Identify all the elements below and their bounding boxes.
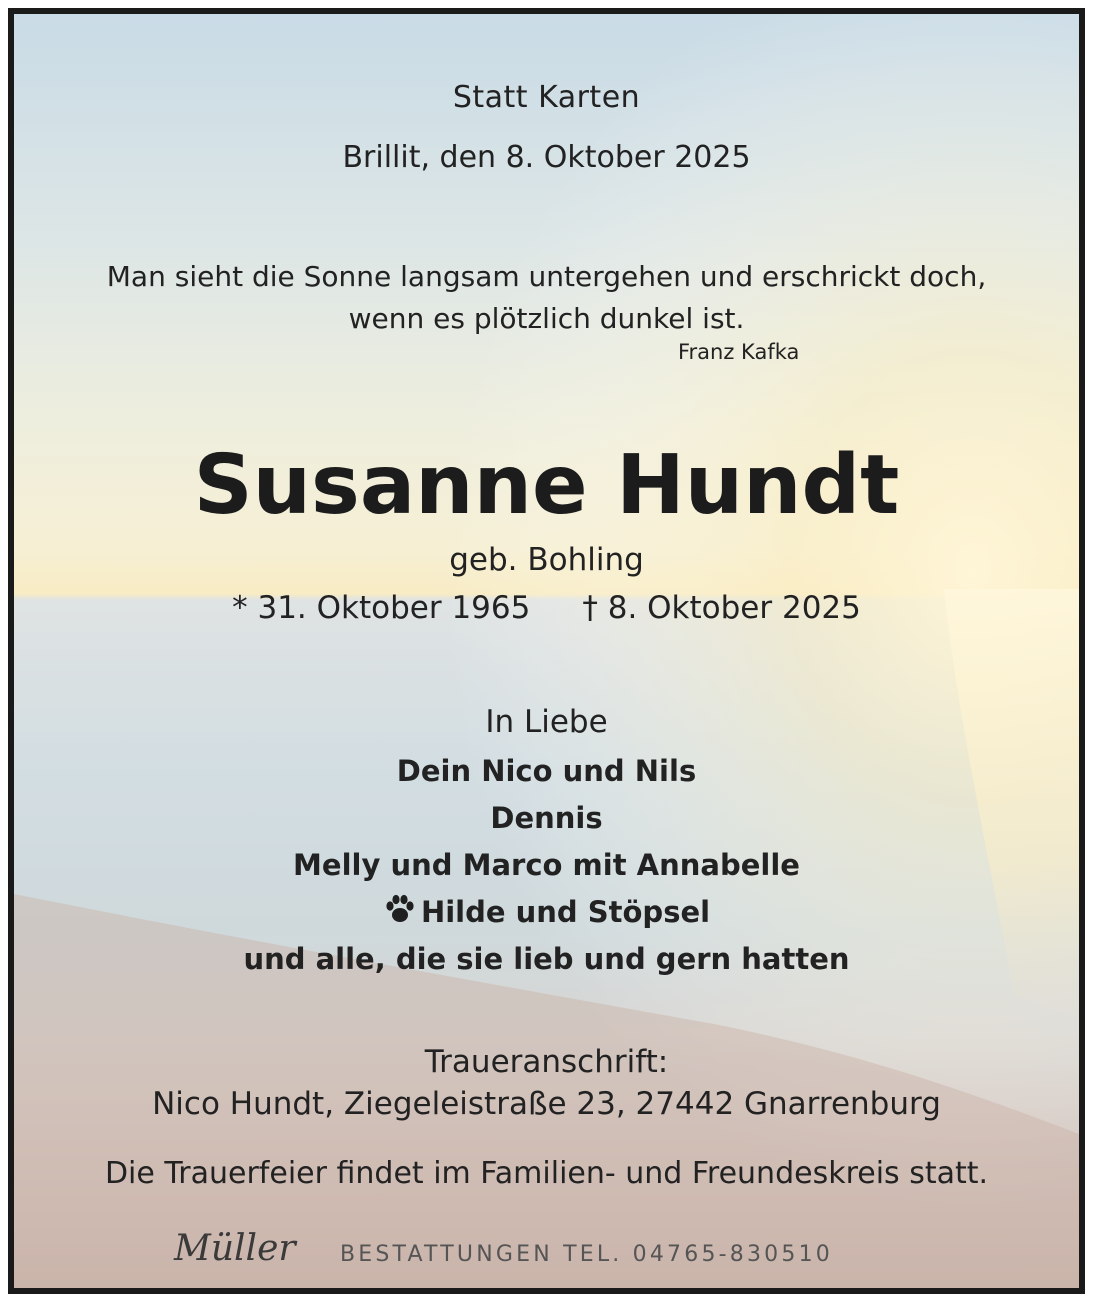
deceased-name: Susanne Hundt [193, 438, 900, 533]
pets-text: Hilde und Stöpsel [420, 895, 711, 929]
birth-date: 31. Oktober 1965 [257, 590, 531, 626]
statt-karten: Statt Karten [452, 80, 641, 115]
obituary-content [14, 14, 1079, 1288]
quote-line-1: Man sieht die Sonne langsam untergehen und erschrickt doch, [106, 260, 987, 293]
address-label: Traueranschrift: [424, 1044, 669, 1080]
death-date: 8. Oktober 2025 [607, 590, 861, 626]
mourner-line: und alle, die sie lieb und gern hatten [243, 942, 850, 976]
place-date: Brillit, den 8. Oktober 2025 [342, 140, 751, 175]
quote-line-2: wenn es plötzlich dunkel ist. [348, 302, 745, 335]
address-text: Nico Hundt, Ziegeleistraße 23, 27442 Gnarrenburg [152, 1086, 941, 1122]
mourners-list [14, 748, 1079, 983]
funeral-home-footer [14, 1228, 1079, 1278]
paw-icon [383, 892, 417, 926]
maiden-name: geb. Bohling [449, 542, 644, 578]
life-dates [14, 590, 1079, 626]
mourner-line: Dein Nico und Nils [396, 754, 697, 788]
funeral-home-signature-logo: Müller [174, 1228, 296, 1269]
funeral-home-contact: BESTATTUNGEN TEL. 04765-830510 [340, 1242, 833, 1267]
quote-author-text: Franz Kafka [678, 340, 800, 364]
mourner-line-pets [14, 889, 1079, 936]
mourner-line: Dennis [490, 801, 603, 835]
obituary-frame [8, 8, 1085, 1294]
mourner-line: Melly und Marco mit Annabelle [293, 848, 800, 882]
quote [14, 256, 1079, 340]
in-liebe: In Liebe [485, 704, 608, 740]
ceremony-note: Die Trauerfeier findet im Familien- und Freundeskreis statt. [104, 1156, 989, 1191]
birth-star-icon: * [232, 590, 248, 626]
death-cross-icon: † [582, 590, 598, 626]
